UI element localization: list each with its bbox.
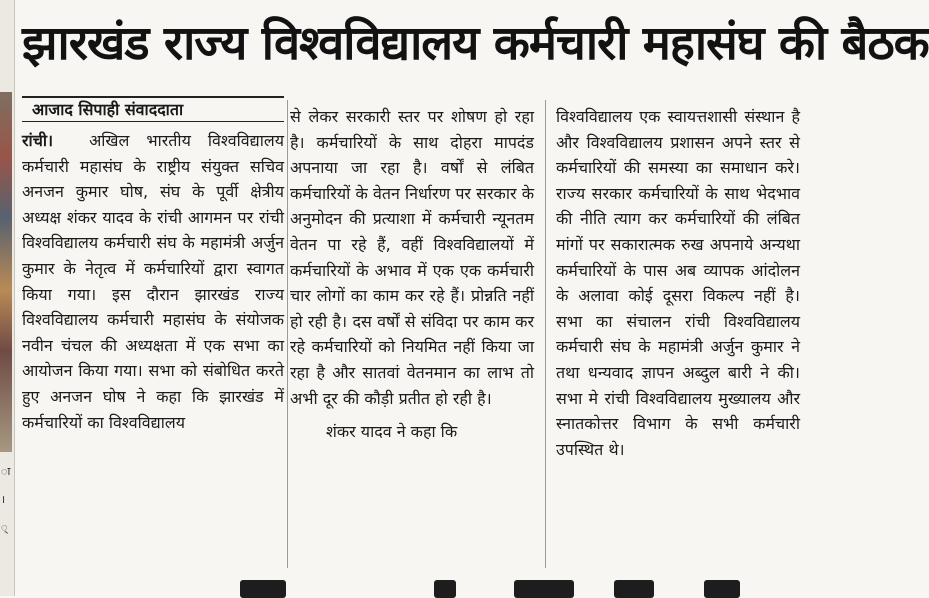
article-paragraph: से लेकर सरकारी स्तर पर शोषण हो रहा है। कर्मचारियों के साथ दोहरा मापदंड अपनाया जा रहा है। वर्षों से लंबित कर्मचारियों के वेतन निर्धारण पर सरकार के अनुमोदन की प्रत्याशा में कर्मचारी न्यूनतम वेतन पा रहे हैं, वहीं विश्वविद्यालयों में कर्मचारियों के अभाव में एक एक कर्मचारी चार लोगों का काम कर रहे हैं। प्रोन्नति नहीं हो रही है। दस वर्षों से संविदा पर काम कर रहे कर्मचारियों को नियमित नहीं किया जा रहा है और सातवां वेतनमान का लाभ तो अभी दूर की कौड़ी प्रतीत हो रही है। (290, 107, 534, 408)
adjacent-article-strip (0, 0, 15, 596)
next-headline-fragment (14, 572, 820, 596)
margin-fragment: ा (1, 465, 11, 478)
byline: आजाद सिपाही संवाददाता (22, 96, 284, 122)
headline: झारखंड राज्य विश्वविद्यालय कर्मचारी महासंघ की बैठक (22, 16, 929, 71)
margin-fragment: । (1, 493, 6, 506)
headline-fragment (614, 580, 654, 598)
headline-fragment (514, 580, 574, 598)
article-paragraph (290, 419, 534, 445)
article-paragraph: विश्वविद्यालय एक स्वायत्तशासी संस्थान है और विश्वविद्यालय प्रशासन अपने स्तर से कर्मचारियों की समस्या का समाधान करे। राज्य सरकार कर्मचारियों के साथ भेदभाव की नीति त्याग कर कर्मचारियों की लंबित मांगों पर सकारात्मक रुख अपनाये अन्यथा कर्मचारियों के पास अब व्यापक आंदोलन के अलावा कोई दूसरा विकल्प नहीं है। सभा का संचालन रांची विश्वविद्यालय कर्मचारी संघ के महामंत्री अर्जुन कुमार ने तथा धन्यवाद ज्ञापन अब्दुल बारी ने की। सभा मे रांची विश्वविद्यालय मुख्यालय और स्नातकोत्तर विभाग के सभी कर्मचारी उपस्थित थे। (556, 107, 800, 459)
article-column-3 (556, 104, 800, 462)
article-column-2 (290, 104, 534, 445)
article-column-1 (22, 128, 284, 435)
column-2-text: शंकर यादव ने कहा कि (326, 422, 458, 442)
headline-fragment (240, 580, 286, 598)
margin-fragment: ् (1, 521, 8, 534)
dateline: रांची। (22, 131, 54, 150)
column-1-text: अखिल भारतीय विश्वविद्यालय कर्मचारी महासंघ के राष्ट्रीय संयुक्त सचिव अनजन कुमार घोष, संघ के पूर्वी क्षेत्रीय अध्यक्ष शंकर यादव के रांची आगमन पर रांची विश्वविद्यालय कर्मचारी संघ के महामंत्री अर्जुन कुमार के नेतृत्व में कर्मचारियों द्वारा स्वागत किया गया। इस दौरान झारखंड राज्य विश्वविद्यालय कर्मचारी महासंघ के संयोजक नवीन चंचल की अध्यक्षता में एक सभा का आयोजन किया गया। सभा को संबोधित करते हुए अनजन घोष ने कहा कि झारखंड में कर्मचारियों का विश्वविद्यालय (22, 131, 284, 432)
headline-fragment (704, 580, 740, 598)
column-divider (545, 100, 546, 568)
column-divider (287, 100, 288, 568)
adjacent-photo-fragment (0, 92, 12, 452)
article-paragraph (22, 128, 284, 435)
headline-fragment (434, 580, 456, 598)
